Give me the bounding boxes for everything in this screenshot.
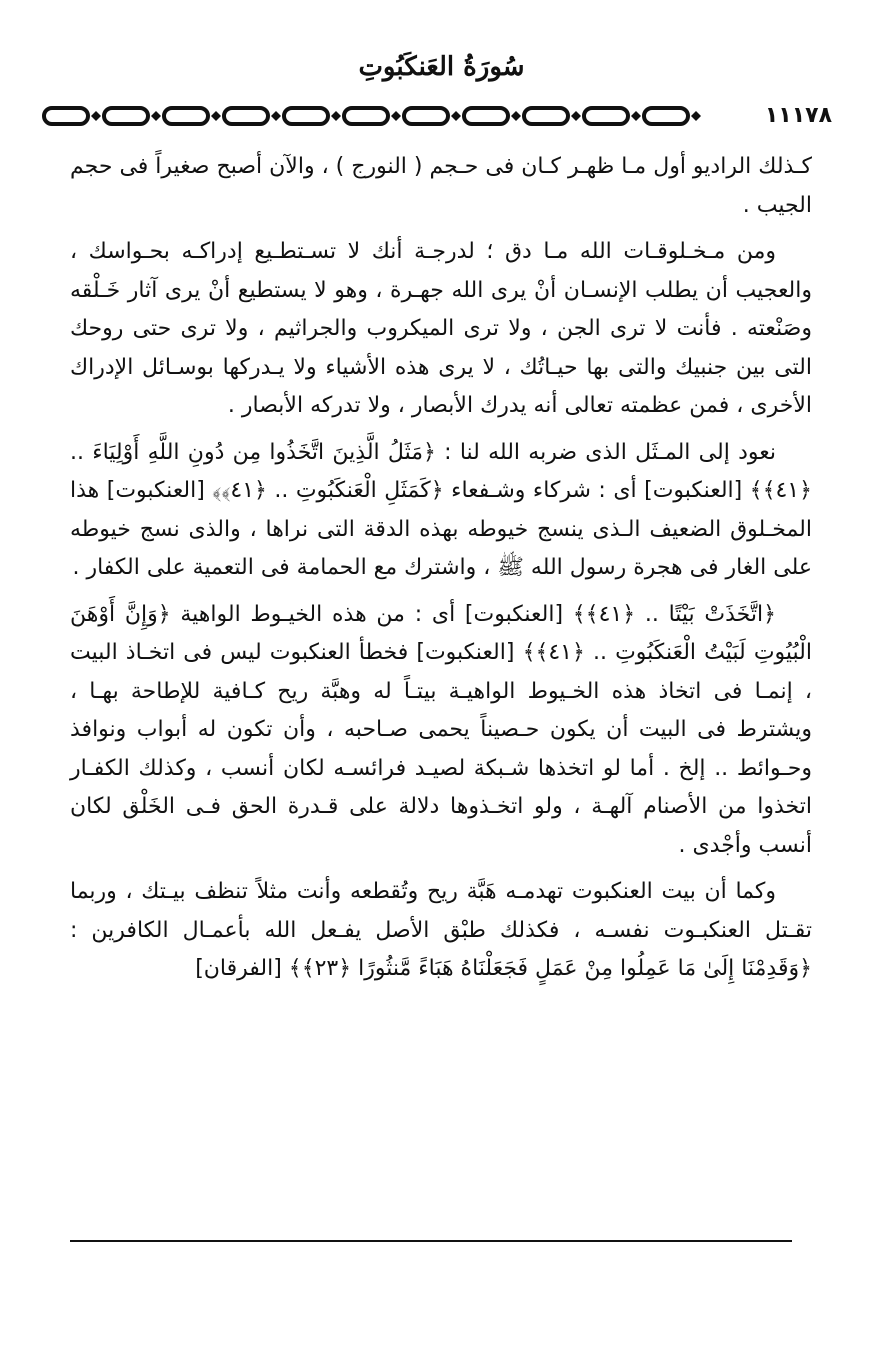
page-number: ١١١٧٨ [759, 96, 838, 136]
paragraph-5: وكما أن بيت العنكبوت تهدمـه هَبَّة ريح وتُقطعه وأنت مثلاً تنظف بيـتك ، وربما تقـتل العنكبـوت نفسـه ، فكذلك طبْق الأصل يفـعل الله بأعمـال الكافرين : ﴿وَقَدِمْنَا إِلَىٰ مَا عَمِلُوا مِنْ عَمَلٍ فَجَعَلْنَاهُ هَبَاءً مَّنثُورًا ﴿٢٣﴾﴾ [الفرقان] [70, 879, 812, 981]
header-ornament-band [38, 96, 844, 136]
chain-diamond [151, 111, 161, 121]
chain-link [644, 108, 688, 124]
chain-link [404, 108, 448, 124]
chain-link [104, 108, 148, 124]
chain-ornament [38, 96, 738, 136]
chain-diamond [391, 111, 401, 121]
chain-link [224, 108, 268, 124]
chain-link [524, 108, 568, 124]
chain-diamond [211, 111, 221, 121]
surah-title: سُورَةُ العَنكَبُوتِ [358, 52, 525, 82]
chain-diamond [631, 111, 641, 121]
chain-diamond [91, 111, 101, 121]
chain-diamond [451, 111, 461, 121]
paragraph-2: ومن مـخـلوقـات الله مـا دق ؛ لدرجـة أنك لا تسـتطـيع إدراكـه بحـواسك ، والعجيب أن يطلب الإنسـان أنْ يرى الله جهـرة ، وهو لا يستطيع أنْ يرى آثار خَـلْقه وصَنْعته . فأنت لا ترى الجن ، ولا ترى الميكروب والجراثيم ، ولا ترى حتى روحك التى بين جنبيك والتى بها حيـاتُك ، لا يرى هذه الأشياء ولا يـدركها بوسـائل الإدراك الأخرى ، فمن عظمته تعالى أنه يدرك الأبصار ، ولا تدركه الأبصار . [70, 239, 812, 418]
chain-link [284, 108, 328, 124]
chain-link [464, 108, 508, 124]
body-text [70, 148, 812, 997]
chain-diamond [511, 111, 521, 121]
chain-link [344, 108, 388, 124]
footer-divider [70, 1240, 792, 1242]
paragraph-1: كـذلك الراديو أول مـا ظهـر كـان فى حـجم ( النورج ) ، والآن أصبح صغيراً فى حجم الجيب . [70, 154, 812, 218]
chain-link [164, 108, 208, 124]
paragraph-3: نعود إلى المـثَل الذى ضربه الله لنا : ﴿مَثَلُ الَّذِينَ اتَّخَذُوا مِن دُونِ اللَّهِ أَوْلِيَاءَ .. ﴿٤١﴾﴾ [العنكبوت] أى : شركاء وشـفعاء ﴿كَمَثَلِ الْعَنكَبُوتِ .. ﴿٤١﴾﴾ [العنكبوت] هذا المخـلوق الضعيف الـذى ينسج خيوطه بهذه الدقة التى نراها ، والذى نسج خيوطه على الغار فى هجرة رسول الله ﷺ ، واشترك مع الحمامة فى التعمية على الكفار . [70, 439, 812, 580]
chain-diamond [331, 111, 341, 121]
chain-diamond [691, 111, 701, 121]
paragraph-4: ﴿اتَّخَذَتْ بَيْتًا .. ﴿٤١﴾﴾ [العنكبوت] أى : من هذه الخيـوط الواهية ﴿وَإِنَّ أَوْهَنَ الْبُيُوتِ لَبَيْتُ الْعَنكَبُوتِ .. ﴿٤١﴾﴾ [العنكبوت] فخطأ العنكبوت ليس فى اتخـاذ البيت ، إنمـا فى اتخاذ هذه الخـيوط الواهيـة بيتـاً له وهبَّة ريح كـافية للإطاحة بهـا ، ويشترط فى البيت أن يكون حـصيناً يحمى صـاحبه ، وأن تكون له أبواب ونوافذ وحـوائط .. إلخ . أما لو اتخذها شـبكة لصيـد فرائسـه لكان أنسب ، وكذلك الكفـار اتخذوا من الأصنام آلهـة ، ولو اتخـذوها دلالة على قـدرة الحق فـى الخَلْق لكان أنسب وأجْدى . [70, 601, 812, 858]
chain-link [44, 108, 88, 124]
chain-link [584, 108, 628, 124]
chain-diamond [271, 111, 281, 121]
chain-diamond [571, 111, 581, 121]
